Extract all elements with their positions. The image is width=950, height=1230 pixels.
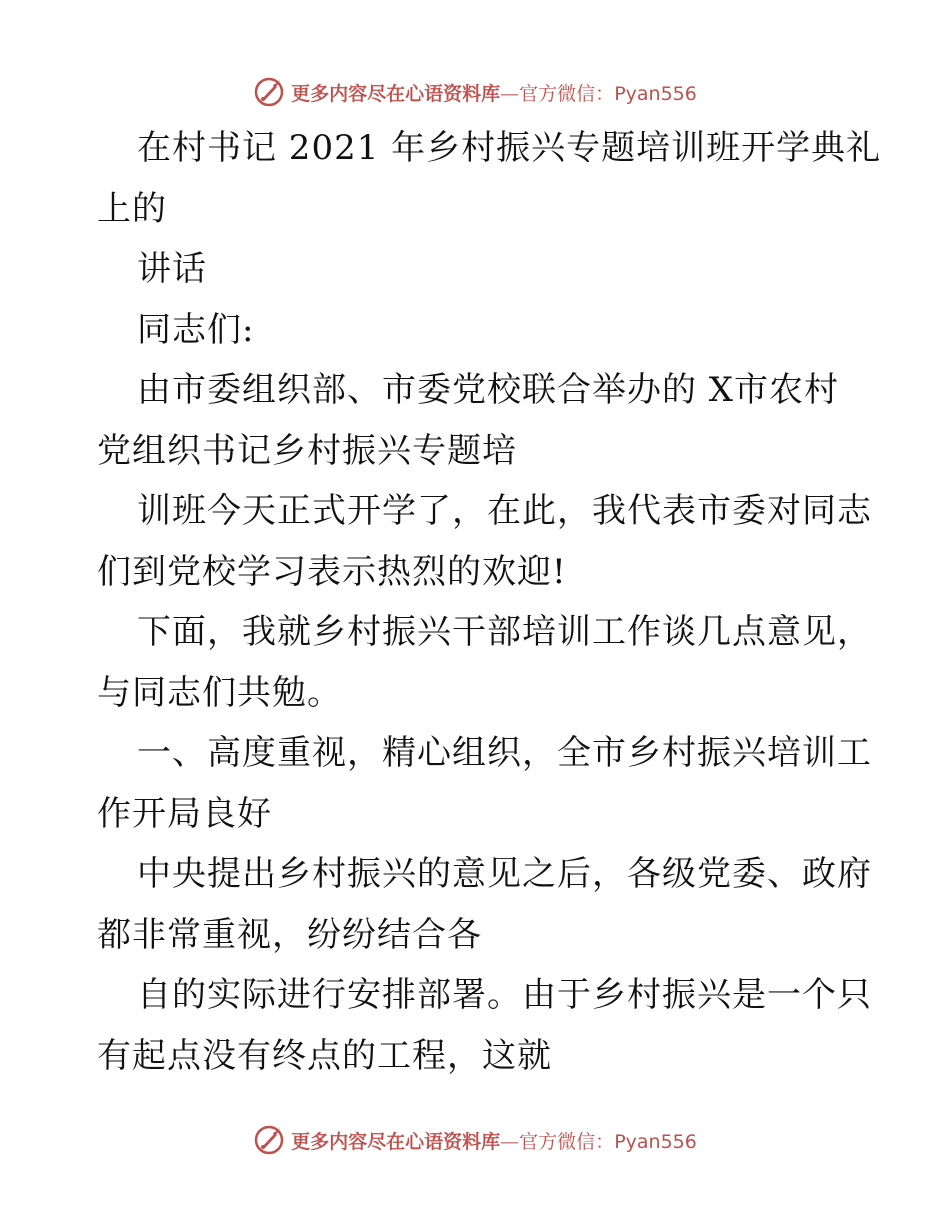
watermark-text: 更多内容尽在心语资料库—官方微信：Pyan556	[291, 1130, 697, 1153]
paragraph-line: 党组织书记乡村振兴专题培	[97, 430, 517, 471]
document-title-line-1: 在村书记 2021 年乡村振兴专题培训班开学典礼	[137, 128, 882, 168]
watermark-banner-top	[0, 72, 950, 112]
paragraph-line: 自的实际进行安排部署。由于乡村振兴是一个只	[137, 975, 872, 1015]
section-heading-line: 作开局良好	[97, 793, 272, 834]
paragraph-line: 由市委组织部、市委党校联合举办的 X市农村	[137, 370, 840, 410]
watermark-text: 更多内容尽在心语资料库—官方微信：Pyan556	[291, 82, 697, 105]
paragraph-line: 下面，我就乡村振兴干部培训工作谈几点意见，	[137, 612, 872, 652]
paragraph-line: 与同志们共勉。	[97, 672, 342, 713]
paragraph-line: 们到党校学习表示热烈的欢迎!	[97, 551, 567, 592]
quill-pen-logo-icon	[253, 1124, 285, 1156]
paragraph-line: 有起点没有终点的工程，这就	[97, 1035, 552, 1076]
document-body	[97, 118, 882, 1086]
paragraph-line: 训班今天正式开学了，在此，我代表市委对同志	[137, 491, 872, 531]
watermark-banner-bottom	[0, 1120, 950, 1160]
document-title-line-3: 讲话	[137, 249, 207, 289]
salutation: 同志们:	[137, 309, 255, 350]
quill-pen-logo-icon	[253, 76, 285, 108]
paragraph-line: 都非常重视，纷纷结合各	[97, 914, 482, 955]
paragraph-line: 中央提出乡村振兴的意见之后，各级党委、政府	[137, 854, 872, 894]
section-heading-line: 一、高度重视，精心组织，全市乡村振兴培训工	[137, 733, 872, 773]
document-title-line-2: 上的	[97, 188, 167, 229]
